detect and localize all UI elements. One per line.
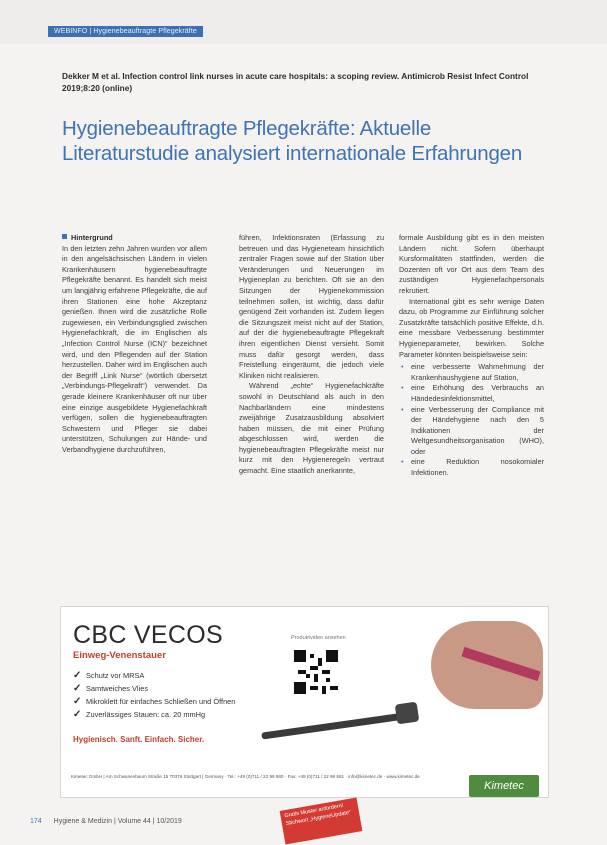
free-sample-badge[interactable]: Gratis Muster anfordern! Stichwort „HygieneUpdate“ (280, 797, 363, 844)
checkmark-icon: ✓ (73, 683, 82, 694)
ad-slogan: Hygienisch. Sanft. Einfach. Sicher. (73, 735, 205, 744)
checkmark-icon: ✓ (73, 696, 82, 707)
journal-info: Hygiene & Medizin | Volume 44 | 10/2019 (53, 818, 182, 825)
paragraph: Während „echte“ Hygienefachkräfte sowohl in Deutschland als auch in den Nachbarländern eine mindestens zweijährige Zusatzausbildung absolviert haben müssen, die mit einer Prüfung abgeschlossen wird, werden die hygienebeauftragten Pflegekräfte meist nur kurz mit den Hygieneregeln vertraut gemacht. Eine staatlich anerkannte, (239, 381, 384, 476)
ad-feature-label: Schutz vor MRSA (86, 671, 145, 680)
list-item: • eine Reduktion nosokomialer Infektionen. (407, 457, 544, 478)
ad-feature (73, 695, 283, 708)
paragraph: formale Ausbildung gibt es in den meisten Ländern nicht. Sofern überhaupt Kursformalitäten stattfinden, werden die Dozenten oft vor Ort aus dem Team des zuständigen Hygienefachpersonals rekrutiert. (399, 233, 544, 295)
advertisement (60, 606, 549, 798)
article-body (62, 233, 560, 523)
checkmark-icon: ✓ (73, 670, 82, 681)
bullet-list (399, 362, 544, 479)
tourniquet-strap-image (261, 711, 412, 739)
ad-feature (73, 669, 283, 682)
header-band (0, 0, 607, 44)
subheading-text: Hintergrund (71, 233, 113, 242)
paragraph: führen, Infektionsraten (Erfassung zu betreuen und das Hygieneteam hinsichtlich zentraler Fragen sowie auf der Station über Veränderungen und Neuerungen im Hygieneplan zu berichten. Oft sie an den Sitzungen der Hygienekommission teilnehmen sollen, ist wichtig, dass dafür genügend Zeit vorhanden ist. Zudem liegen die Sitzungszeit meist nicht auf der Station, auf der die hygienebeauftragte Pflegekraft ihren eigentlichen Dienst versieht. Somit muss dafür gesorgt werden, dass Freistellung eingeräumt, die jedoch viele Kliniken nicht realisieren. (239, 233, 384, 380)
column-1 (62, 233, 207, 523)
ad-feature-label: Mikroklett für einfaches Schließen und Öffnen (86, 697, 236, 706)
square-bullet-icon (62, 234, 67, 239)
paragraph: In den letzten zehn Jahren wurden vor allem in den angelsächsischen Ländern in vielen Krankenhäusern hygienebeauftragte Pflegekräfte benannt. Es handelt sich meist um langjährig erfahrene Pflegekräfte, die auf ihren Stationen eine hohe Akzeptanz genießen. Ihnen wird die zusätzliche Rolle zugewiesen, ein Verbindungsglied zwischen Hygienefachkraft, die im Englischen als „Infection Control Nurse (ICN)“ bezeichnet wird, und den Pflegenden auf der Station herzustellen. Daher wird im Englischen auch der Begriff „Link Nurse“ (wörtlich übersetzt „Verbindungs-Pflegekraft“) verwendet. Da gerade kleinere Krankenhäuser oft nur über eine einzige ausgebildete Hygienefachkraft verfügen, sollen die hygienebeauftragten Schwestern und Pfleger sie dabei unterstützen, Schulungen zur Hände- und Verbandhygiene durchzuführen, (62, 243, 207, 454)
column-2 (239, 233, 384, 523)
column-3 (399, 233, 544, 523)
list-item: • eine verbesserte Wahrnehmung der Krankenhaushygiene auf Station, (407, 362, 544, 383)
page-number: 174 (30, 818, 42, 825)
page-footer (30, 818, 182, 825)
ad-subtitle: Einweg-Venenstauer (73, 650, 166, 661)
checkmark-icon: ✓ (73, 709, 82, 720)
qr-caption: Produktvideo ansehen (291, 635, 346, 641)
qr-code-icon[interactable] (294, 650, 338, 694)
ad-contact: Kimetec GmbH | Am Schwanenbaum Straße 15 70376 Stuttgart | Germany · Tel.: +49 (0)711 / 22 99 880 · Fax: +49 (0)711 / 22 99 881 · info@kimetec.de · www.kimetec.de (71, 774, 420, 779)
citation: Dekker M et al. Infection control link nurses in acute care hospitals: a scoping review. Antimicrob Resist Infect Control 2019;8:20 (online) (62, 71, 529, 93)
ad-feature-list (73, 669, 283, 721)
ad-feature (73, 682, 283, 695)
list-item: • eine Erhöhung des Verbrauchs an Händedesinfektionsmittel, (407, 383, 544, 404)
ad-feature-label: Samtweiches Vlies (86, 684, 149, 693)
tourniquet-clip-image (395, 702, 420, 725)
ad-title: CBC VECOS (73, 621, 223, 649)
ad-feature-label: Zuverlässiges Stauen: ca. 20 mmHg (86, 710, 206, 719)
paragraph: International gibt es sehr wenige Daten dazu, ob Programme zur Einführung solcher Zusatzkräfte tatsächlich positive Effekte, d.h. eine messbare Verbesserung bestimmter Hygieneparameter, bewirken. Solche Parameter könnten beispielsweise sein: (399, 296, 544, 359)
section-tag: WEBINFO | Hygienebeauftragte Pflegekräfte (48, 26, 203, 37)
article-headline: Hygienebeauftragte Pflegekräfte: Aktuelle Literaturstudie analysiert internationale Erfahrungen (62, 117, 523, 165)
kimetec-logo: Kimetec (469, 775, 539, 797)
subheading (62, 233, 207, 244)
list-item: • eine Verbesserung der Compliance mit der Händehygiene nach den 5 Indikationen der Weltgesundheitsorganisation (WHO), oder (407, 405, 544, 458)
ad-feature (73, 708, 283, 721)
